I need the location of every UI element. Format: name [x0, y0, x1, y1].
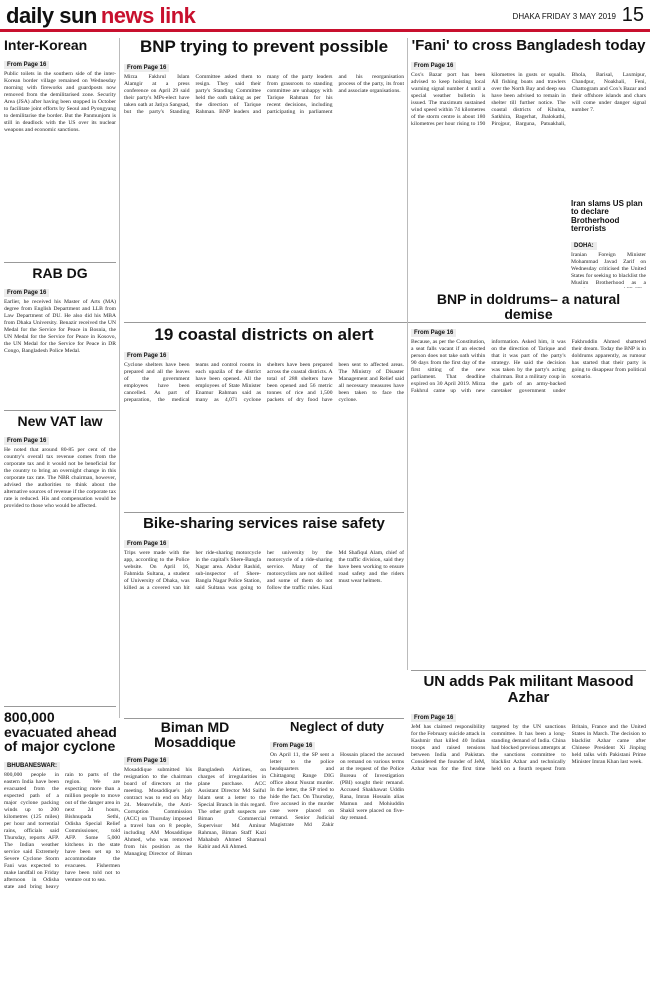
headline: 'Fani' to cross Bangladesh today — [411, 38, 646, 54]
story-ahead-cyclone — [4, 710, 120, 982]
from-page-tag: From Page 16 — [124, 757, 169, 765]
divider — [124, 512, 404, 513]
story-neglect-duty — [270, 720, 404, 982]
story-bnp-doldrums — [411, 292, 646, 668]
from-page-tag: From Page 16 — [124, 352, 169, 360]
dateline: DHAKA FRIDAY 3 MAY 2019 — [512, 12, 616, 21]
brand-daily-sun: daily sun — [6, 3, 97, 28]
story-un-masood — [411, 674, 646, 982]
from-page-tag: From Page 16 — [124, 540, 169, 548]
story-biman-md — [124, 720, 266, 982]
headline: Neglect of duty — [290, 720, 384, 734]
headline: 800,000 evacuated ahead of major cyclone — [4, 710, 117, 755]
headline: UN adds Pak militant Masood Azhar — [423, 674, 634, 706]
story-body: Public toilets in the southern side of the inter-Korean border village remained on Wednesday morning with fireworks and guardposts now removed from the demilitarised zone. Security Area (JSA) after having been stopped in October to facilitate joint efforts by Seoul and Pyongyang to demilitarise the border. But the Panmunjom is still in deadlock with the US over its nuclear weapons and economic sanctions. — [4, 70, 116, 133]
from-page-tag: From Page 16 — [4, 61, 49, 69]
story-body: Iranian Foreign Minister Mohammad Javad Zarif on Wednesday criticised the United States for seeking to blacklist the Muslim Brotherhood as a — [571, 251, 646, 286]
story-body: 800,000 people in eastern India have been evacuated from the expected path of a major cyclone packing winds up to 200 kilometres (125 miles) per hour and torrential rains, officials said Thursday, reports AFP. The Indian weather service said Extremely Severe Cyclone Storm Fani was expected to make landfall on Friday afternoon in Odisha state and bring heavy rain to parts of the region. We are expecting more than a million people to move out of the danger area in next 24 hours, Bishnupada Sethi, Odisha Special Relief Commissioner, told AFP. Some 5,000 kitchens in the state have been set up to accommodate the evacuees. Fishermen have been told not to venture out to sea. — [4, 772, 120, 891]
story-coastal-districts — [124, 326, 404, 510]
headline: New VAT law — [17, 414, 103, 429]
from-page-tag: From Page 16 — [124, 64, 169, 72]
story-rab-dg — [4, 266, 116, 408]
from-page-tag: From Page 16 — [411, 62, 456, 70]
from-page-tag: From Page 16 — [411, 714, 456, 722]
divider — [4, 706, 116, 707]
headline: 19 coastal districts on alert — [154, 326, 374, 344]
story-body: Mirza Fakhrul Islam Alamgir at a press conference on April 29 said their party's MPs-elect have taken oath at Jatiya Sangsad, but the party's Standing Committee asked them to resign. They said their party's Standing Committee held the oath taking as per the direction of Tarique Rahman. BNP leaders and many of the party leaders from grassroots to standing committee are unhappy with Tarique Rahman for his recent decisions, including participating in parliament and his reorganisation process of the party, its front and associate organisations. — [124, 73, 404, 115]
headline: Biman MD Mosaddique — [154, 720, 236, 750]
story-body: Mosaddique submitted his resignation to the chairman board of directors at the meeting. Mosaddique's job contract was to end on May 24. Meanwhile, the Anti-Corruption Commission (ACC) on Thursday imposed a travel ban on 8 people, including AM Mosaddique Ahmed, who was removed from his position as the Managing Director of Biman Bangladesh Airlines, on charges of irregularities in plane purchase. ACC Assistant Director Md Saiful Islam sent a letter to the Special Branch in this regard. The other graft suspects are Biman Commercial Supervisor Md Aminur Rahman, Biman Staff Kazi Mahabub Ahmed Shamsul Kabir and Ali Ahmed. — [124, 767, 266, 858]
story-body: Earlier, he received his Master of Arts (MA) degree from English Department and LLB from Law Department of DU. He also did his MBA from Dhaka University. Benazir received the UN Medal for the Service for Peace in Bosnia, the UN Medal for the Service for Peace in Kosovo, the UN Medal for the Service for Peace in DR Congo, Bangladesh Police Medal. — [4, 298, 116, 354]
story-body: He noted that around 80-85 per cent of the country's overall tax revenue comes from the corporate tax and it would not be beneficial for the country to bring an overnight change in this corporate tax rate. The NBR chairman, however, advised the authorities to think about the alternative sources of revenue if the corporate tax rate is reduced. His and compensation would be provided to those who would be affected. — [4, 446, 116, 509]
page-number: 15 — [621, 4, 644, 26]
story-body: Cox's Bazar port has been advised to keep hoisting local warning signal number 4 until a special weather bulletin is issued. The maximum sustained wind speed within 74 kilometres of the storm centre is about 180 kilometres per hour rising to 190 kilometres in gusts or squalls. All fishing boats and trawlers over the North Bay and deep sea have been advised to remain in shelter till further notice. The coastal districts of Khulna, Satkhira, Bagerhat, Jhalokathi, Pirojpur, Barguna, Patuakhali, Bhola, Barisal, Laxmipur, Chandpur, Noakhali, Feni, Chattogram and Cox's Bazar and their offshore islands and chars will come under danger signal number 7. — [411, 71, 646, 127]
story-body: Cyclone shelters have been prepared and all the leaves of the government employees have been cancelled. As part of preparation, the medical teams and control rooms in each upazila of the district have been opened. All the employees of State Minister Enamur Rahman said as many as 4,071 cyclone shelters have been prepared across the coastal districts. A total of 288 shelters have been opened and 56 metric tonnes of rice and 1,500 packets of dry food have been sent to affected areas. The Ministry of Disaster Management and Relief said all necessary measures have been taken to face the cyclone. — [124, 361, 404, 403]
story-body: Trips were made with the app, according to the Police website. On April 16, Fahmida Sultana, a student of University of Dhaka, was killed as a covered van hit her ride-sharing motorcycle in the capital's Shere-Bangla Nagar area. Abdur Rashid, sub-inspector of Shere-Bangla Nagar Police Station, said Sultana was going to her university by the motorcycle of a ride-sharing service. Many of the motorcyclists are not skilled and some of them do not follow the traffic rules. Kazi Md Shafiqul Alam, chief of the traffic division, said they have been working to ensure road safety and the riders must wear helmets. — [124, 549, 404, 591]
story-bnp-trying — [124, 38, 404, 320]
column-rule — [119, 38, 120, 718]
newspaper-logo — [6, 3, 195, 29]
dateline-tag: BHUBANESWAR: — [4, 762, 60, 770]
headline: Inter-Korean — [4, 38, 88, 53]
headline: RAB DG — [32, 266, 88, 281]
from-page-tag: From Page 16 — [4, 289, 49, 297]
headline: Bike-sharing services raise safety — [143, 516, 385, 532]
divider — [124, 718, 404, 719]
from-page-tag: From Page 16 — [270, 742, 315, 750]
from-page-tag: From Page 16 — [411, 329, 456, 337]
story-new-vat-law — [4, 414, 116, 704]
story-body: JeM has claimed responsibility for the February suicide attack in Kashmir that killed 40 Indian troops and raised tensions between India and Pakistan. Considered the founder of JeM, Azhar was for the first time targeted by the UN sanctions committee. It has been a long-standing demand of India. China had blocked previous attempts at the sanctions committee to blacklist Azhar and technically held on a fourth request from Britain, France and the United States in March. The decision to blacklist Azhar came after Chinese President Xi Jinping held talks with Pakistani Prime Minister Imran Khan last week. — [411, 723, 646, 772]
masthead — [0, 0, 650, 32]
story-inter-korean — [4, 38, 116, 260]
story-body: Because, as per the Constitution, a seat falls vacant if an elected person does not take oath within 90 days from the first day of the first sitting of the new parliament. That deadline expired on 30 April 2019. Mirza Fakhrul came up with new information. Asked him, it was on the direction of Tarique and that it was part of the party's strategy. He said the decision was taken by the party's acting chairman. But a military coup in the garb of an army-backed caretaker government under Fakhruddin Ahmed shattered their dream. Today the BNP is in doldrums apparently, as rumour has started that their party is going to disappear from political scenario. — [411, 339, 646, 395]
headline: Iran slams US plan to declare Brotherhood terrorists — [571, 200, 643, 234]
divider — [411, 670, 646, 671]
story-bike-sharing — [124, 516, 404, 716]
headline: BNP in doldrums– a natural demise — [436, 292, 621, 322]
from-page-tag: From Page 16 — [4, 437, 49, 445]
story-iran-us — [571, 200, 646, 288]
column-rule — [407, 290, 408, 670]
brand-news-link: news link — [100, 3, 196, 28]
divider — [4, 262, 116, 263]
headline: BNP trying to prevent possible — [139, 38, 389, 56]
story-body: On April 11, the SP sent a letter to the police headquarters and Chittagong Range DIG office about Nusrat murder. In the letter, the SP tried to hide the fact. On Thursday, five accused in the murder case were placed on remand. Senior Judicial Magistrate Md Zakir Hossain placed the accused on remand on various terms at the request of the Police Bureau of Investigation (PBI) sought their remand. Accused Shakhawat Uddin Rana, Imran Hossain alias Mamun and Mohiuddin Shakil were placed on five-day remand. — [270, 751, 404, 828]
divider — [4, 410, 116, 411]
column-rule — [407, 38, 408, 320]
dateline-tag: DOHA: — [571, 242, 597, 250]
